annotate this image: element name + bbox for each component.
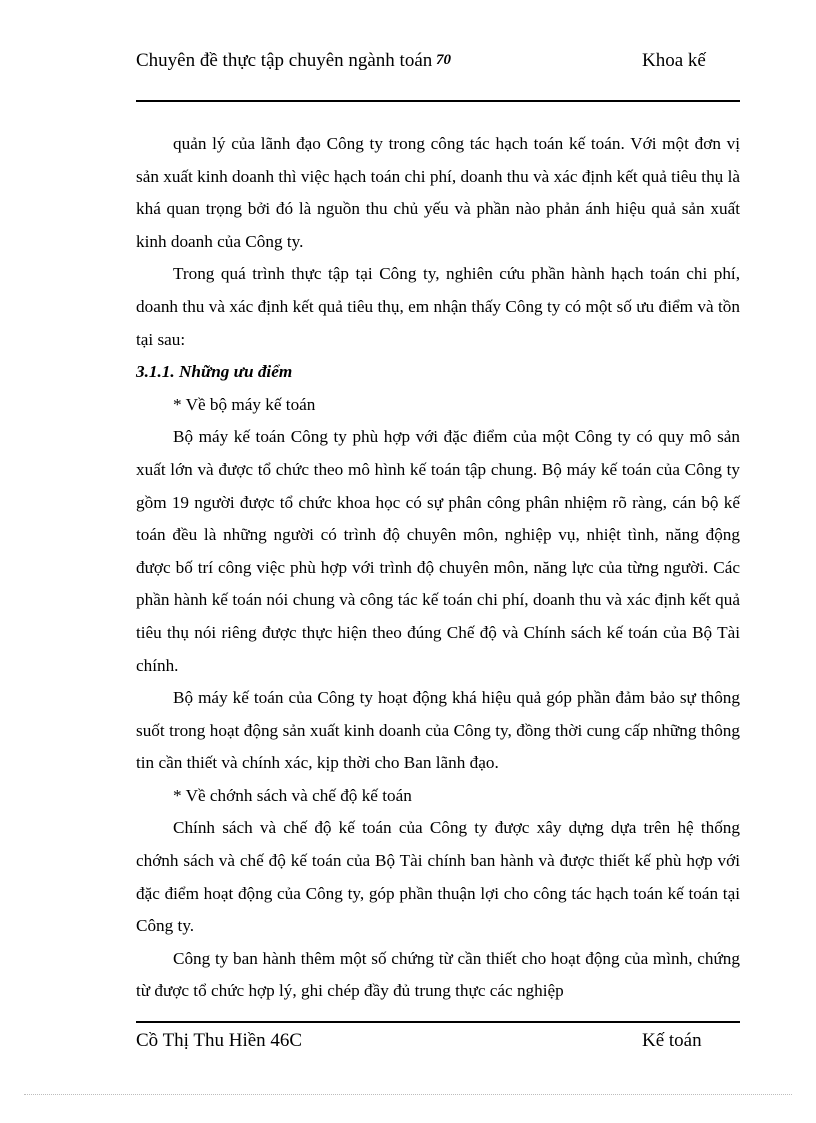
header-department: Khoa kế [642,50,706,71]
footer-author: Cồ Thị Thu Hiền 46C [136,1030,303,1051]
paragraph: Bộ máy kế toán của Công ty hoạt động khá hiệu quả góp phần đảm bảo sự thông suốt trong hoạt động sản xuất kinh doanh của Công ty, đồng thời cung cấp những thông tin cần thiết và chính xác, kịp thời cho Ban lãnh đạo. [136,688,740,773]
paragraph: Trong quá trình thực tập tại Công ty, nghiên cứu phần hành hạch toán chi phí, doanh thu và xác định kết quả tiêu thụ, em nhận thấy Công ty có một số ưu điểm và tồn tại sau: [136,264,740,349]
header-title: Chuyên đề thực tập chuyên ngành toán [136,50,433,71]
paragraph: Chính sách và chế độ kế toán của Công ty được xây dựng dựa trên hệ thống chớnh sách và chế độ kế toán của Bộ Tài chính ban hành và được thiết kế phù hợp với đặc điểm hoạt động của Công ty, góp phần thuận lợi cho công tác hạch toán kế toán tại Công ty. [136,818,740,936]
subheading: * Về chớnh sách và chế độ kế toán [173,785,412,805]
page-footer [136,1021,740,1051]
page-header [136,48,740,102]
page-number: 70 [436,52,451,68]
paragraph: Công ty ban hành thêm một số chứng từ cần thiết cho hoạt động của mình, chứng từ được tổ chức hợp lý, ghi chép đầy đủ trung thực các nghiệp [136,948,740,1001]
subheading: * Về bộ máy kế toán [173,394,316,414]
document-body [136,128,740,1008]
footer-department: Kế toán [642,1030,702,1051]
page-edge-divider [24,1094,792,1095]
paragraph: Bộ máy kế toán Công ty phù hợp với đặc điểm của một Công ty có quy mô sản xuất lớn và được tổ chức theo mô hình kế toán tập chung. Bộ máy kế toán của Công ty gồm 19 người được tổ chức khoa học có sự phân công phân nhiệm rõ ràng, cán bộ kế toán đều là những người có trình độ chuyên môn, nghiệp vụ, nhiệt tình, năng động được bố trí công việc phù hợp với trình độ chuyên môn, năng lực của từng người. Các phần hành kế toán nói chung và công tác kế toán chi phí, doanh thu và xác định kết quả tiêu thụ nói riêng được thực hiện theo đúng Chế độ và Chính sách kế toán của Bộ Tài chính. [136,427,740,675]
paragraph: quản lý của lãnh đạo Công ty trong công tác hạch toán kế toán. Với một đơn vị sản xuất kinh doanh thì việc hạch toán chi phí, doanh thu và xác định kết quả tiêu thụ là khá quan trọng bởi đó là nguồn thu chủ yếu và phần nào phản ánh hiệu quả sản xuất kinh doanh của Công ty. [136,134,740,251]
section-heading: 3.1.1. Những ưu điểm [136,362,293,382]
